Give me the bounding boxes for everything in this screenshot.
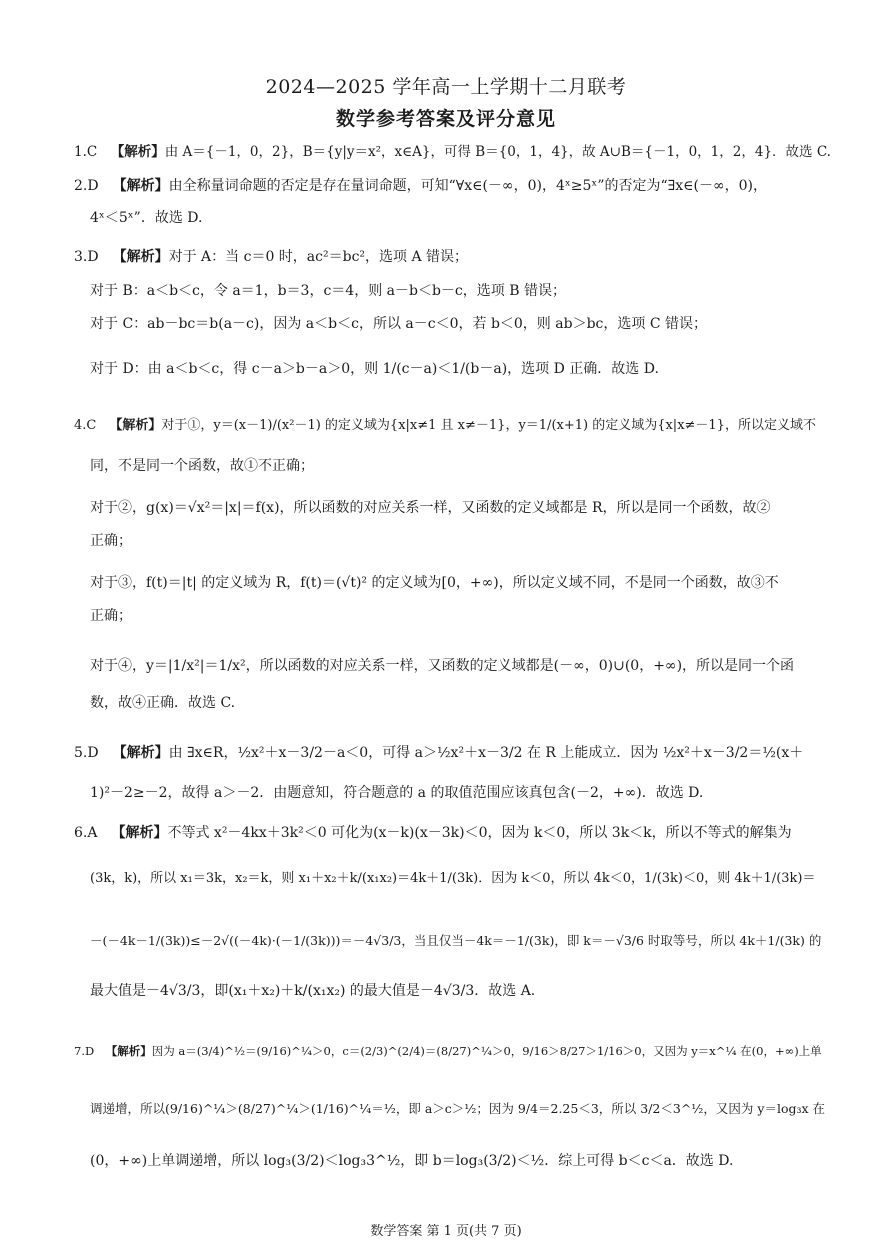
line-text: 对于 D：由 a＜b＜c，得 c－a＞b－a＞0，则 1/(c－a)＜1/(b－a)，选项 D 正确．故选 D. xyxy=(90,361,659,377)
answer-line-q4-l8 xyxy=(90,692,832,714)
answer-line-q2-l1 xyxy=(74,175,832,197)
line-text: 对于 B：a＜b＜c，令 a＝1，b＝3，c＝4，则 a－b＜b－c，选项 B 错误； xyxy=(90,283,566,299)
question-number: 4.C xyxy=(74,418,97,433)
answer-line-q2-l2 xyxy=(90,207,832,229)
answer-line-q7-l1 xyxy=(74,1040,832,1062)
answer-line-q3-l4 xyxy=(90,358,832,380)
question-number: 7.D xyxy=(74,1044,95,1058)
answer-line-q4-l2 xyxy=(90,455,832,477)
line-text: (3k，k)，所以 x₁＝3k，x₂＝k，则 x₁＋x₂＋k/(x₁x₂)＝4k＋1/(3k)．因为 k＜0，所以 4k＜0，1/(3k)＜0，则 4k＋1/(3k)＝ xyxy=(90,871,816,886)
line-text: 正确； xyxy=(90,533,132,549)
answer-line-q5-l1 xyxy=(74,742,832,764)
line-text: 同，不是同一个函数，故①不正确； xyxy=(90,458,314,474)
line-text: 最大值是－4√3/3，即(x₁＋x₂)＋k/(x₁x₂) 的最大值是－4√3/3．故选 A. xyxy=(90,983,536,999)
analysis-tag: 【解析】 xyxy=(105,1044,152,1058)
line-text: 4ˣ＜5ˣ”．故选 D. xyxy=(90,210,203,226)
line-text: 正确； xyxy=(90,608,132,624)
line-text: 对于③，f(t)＝|t| 的定义域为 R，f(t)＝(√t)² 的定义域为[0，+∞)，所以定义域不同，不是同一个函数，故③不 xyxy=(90,575,779,591)
page-title: 2024—2025 学年高一上学期十二月联考 xyxy=(265,76,627,98)
page-footer: 数学答案 第 1 页(共 7 页) xyxy=(370,1224,522,1239)
line-text: －(－4k－1/(3k))≤－2√((－4k)·(－1/(3k)))＝－4√3/3，当且仅当－4k＝－1/(3k)，即 k＝－√3/6 时取等号，所以 4k＋1/(3k) 的 xyxy=(90,933,822,948)
answer-line-q3-l3 xyxy=(90,313,832,335)
answer-line-q6-l1 xyxy=(74,822,832,844)
line-text: 对于 C：ab－bc＝b(a－c)，因为 a＜b＜c，所以 a－c＜0，若 b＜0，则 ab＞bc，选项 C 错误； xyxy=(90,316,707,332)
answer-line-q6-l3 xyxy=(90,930,832,952)
line-text: 因为 a＝(3/4)^½＝(9/16)^¼＞0，c＝(2/3)^(2/4)＝(8/27)^¼＞0，9/16＞8/27＞1/16＞0，又因为 y＝x^¼ 在(0，+∞)上单 xyxy=(151,1044,822,1058)
answer-line-q3-l1 xyxy=(74,246,832,268)
analysis-tag: 【解析】 xyxy=(111,825,168,841)
page-subtitle: 数学参考答案及评分意见 xyxy=(335,108,556,130)
line-text: 数，故④正确．故选 C. xyxy=(90,695,236,711)
analysis-tag: 【解析】 xyxy=(110,144,165,160)
analysis-tag: 【解析】 xyxy=(112,178,169,194)
line-text: 由 A＝{－1，0，2}，B＝{y|y＝x²，x∈A}，可得 B＝{0，1，4}，故 A∪B＝{－1，0，1，2，4}．故选 C. xyxy=(164,144,831,160)
answer-line-q5-l2 xyxy=(90,782,832,804)
answer-line-q4-l1 xyxy=(74,415,832,437)
line-text: 对于②，g(x)＝√x²＝|x|＝f(x)，所以函数的对应关系一样，又函数的定义域都是 R，所以是同一个函数，故② xyxy=(90,500,771,516)
question-number: 3.D xyxy=(74,249,99,265)
answer-line-q1-l1 xyxy=(74,141,832,163)
line-text: 对于 A：当 c＝0 时，ac²＝bc²，选项 A 错误； xyxy=(168,249,469,265)
answer-line-q4-l3 xyxy=(90,497,832,519)
answer-line-q6-l4 xyxy=(90,980,832,1002)
answer-line-q4-l6 xyxy=(90,605,832,627)
answer-line-q7-l3 xyxy=(90,1150,832,1172)
line-text: 1)²－2≥－2，故得 a＞－2．由题意知，符合题意的 a 的取值范围应该真包含(－2，+∞)．故选 D. xyxy=(90,785,704,801)
answer-line-q4-l4 xyxy=(90,530,832,552)
line-text: 对于④，y＝|1/x²|＝1/x²，所以函数的对应关系一样，又函数的定义域都是(－∞，0)∪(0，+∞)，所以是同一个函 xyxy=(90,658,795,674)
answer-line-q6-l2 xyxy=(90,868,832,890)
question-number: 6.A xyxy=(74,825,98,841)
answer-line-q7-l2 xyxy=(90,1098,832,1120)
answer-line-q3-l2 xyxy=(90,280,832,302)
line-text: 不等式 x²－4kx＋3k²＜0 可化为(x－k)(x－3k)＜0，因为 k＜0，所以 3k＜k，所以不等式的解集为 xyxy=(167,825,792,841)
question-number: 1.C xyxy=(74,144,98,160)
line-text: 由全称量词命题的否定是存在量词命题，可知“∀x∈(－∞，0)，4ˣ≥5ˣ”的否定为“∃x∈(－∞，0)， xyxy=(168,178,768,194)
line-text: 调递增，所以(9/16)^¼＞(8/27)^¼＞(1/16)^¼＝½，即 a＞c＞½；因为 9/4＝2.25＜3，所以 3/2＜3^½，又因为 y＝log₃x 在 xyxy=(90,1101,825,1116)
line-text: 由 ∃x∈R，½x²＋x－3/2－a＜0，可得 a＞½x²＋x－3/2 在 R 上能成立．因为 ½x²＋x－3/2＝½(x＋ xyxy=(168,745,804,761)
analysis-tag: 【解析】 xyxy=(109,418,162,433)
question-number: 5.D xyxy=(74,745,99,761)
question-number: 2.D xyxy=(74,178,99,194)
analysis-tag: 【解析】 xyxy=(112,249,169,265)
answer-line-q4-l7 xyxy=(90,655,832,677)
line-text: 对于①，y＝(x－1)/(x²－1) 的定义域为{x|x≠1 且 x≠－1}，y＝1/(x+1) 的定义域为{x|x≠－1}，所以定义域不 xyxy=(161,418,816,433)
analysis-tag: 【解析】 xyxy=(112,745,169,761)
answer-line-q4-l5 xyxy=(90,572,832,594)
line-text: (0，+∞)上单调递增，所以 log₃(3/2)＜log₃3^½，即 b＝log₃(3/2)＜½．综上可得 b＜c＜a．故选 D. xyxy=(90,1153,734,1169)
